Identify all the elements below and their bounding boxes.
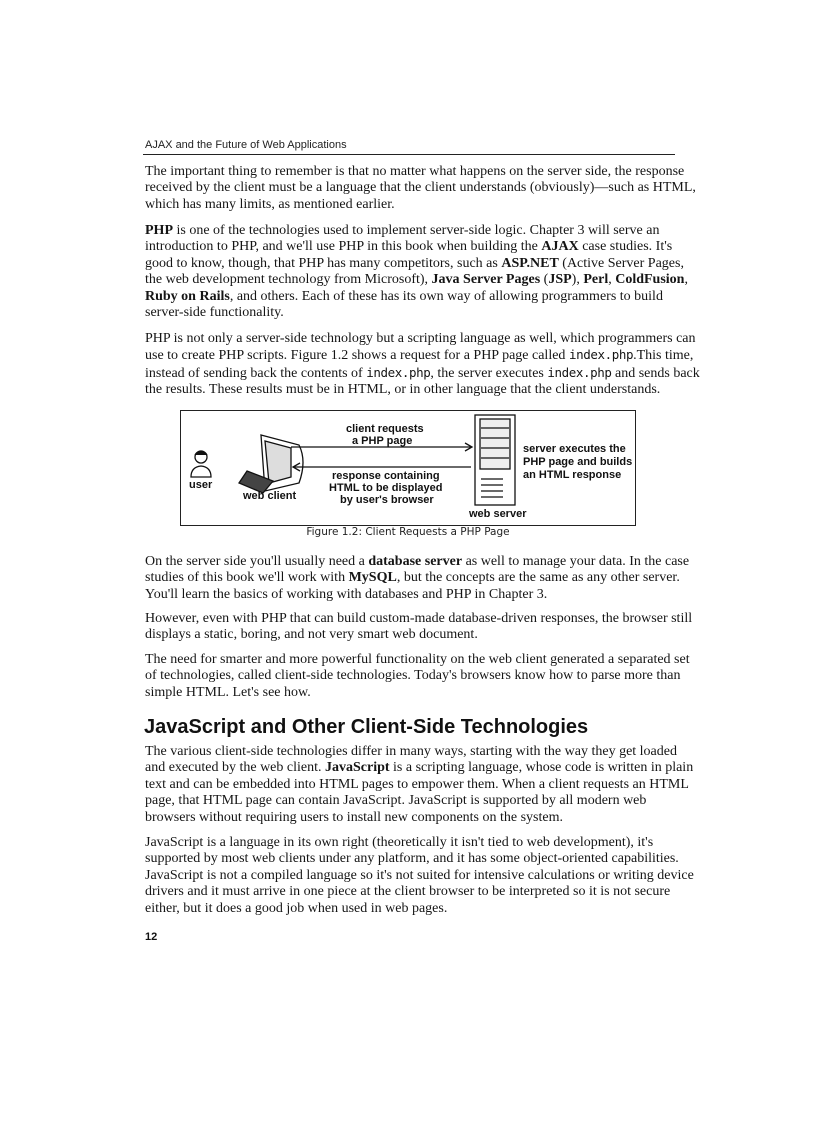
text-line [145,611,693,627]
section-heading: JavaScript and Other Client-Side Technologies [144,716,589,738]
user-label: user [189,479,213,491]
text-line [145,272,688,288]
paragraph [145,164,696,213]
text-line [145,364,700,382]
text-line [145,810,685,826]
client-label: web client [243,490,297,502]
figure-caption: Figure 1.2: Client Requests a PHP Page [306,526,510,538]
text-line [145,835,685,851]
computer-icon [239,435,303,493]
text-run: , but the concepts are the same as any other server. [396,570,680,586]
text-run: the web development technology from Microsoft), [145,272,432,288]
request-label-line2: a PHP page [352,435,413,447]
text-run: studies of this book we'll work with [145,570,349,586]
paragraph [145,223,688,321]
text-run: use to create PHP scripts. Figure 1.2 shows a request for a PHP page called [145,348,569,364]
text-run: The important thing to remember is that no matter what happens on the server side, the response [145,164,685,179]
text-run: drivers and it must arrive in one piece at the client browser to be interpreted so it is not secure [145,884,671,900]
text-run: ), [571,272,584,288]
server-icon [475,415,515,505]
text-line [145,851,685,867]
text-run: displays a static, boring, and not very smart web document. [145,627,478,643]
bold-term: database server [368,554,463,569]
response-label-line1: response containing [332,470,440,482]
text-run: On the server side you'll usually need a [145,554,369,569]
text-line [145,793,685,809]
text-run: either, but it does a good job when used in web pages. [145,900,448,916]
text-run: , the server executes [430,365,548,381]
code-term: index.php [568,347,634,363]
text-line [145,347,694,364]
text-run: browsers without requiring users to install new components on the system. [145,809,563,825]
bold-term: ASP.NET [501,255,559,271]
text-line [145,223,685,239]
bold-term: JavaScript [324,760,390,776]
text-line [145,289,685,305]
server-action-line2: PHP page and builds [523,456,633,468]
server-action-line3: an HTML response [523,469,622,481]
code-term: index.php [547,364,612,380]
text-run: is one of the technologies used to implement server-side logic. Chapter 3 will serve an [173,223,660,238]
text-run: case studies. It's [578,239,673,255]
text-run: page, that HTML page can contain JavaScript. JavaScript is supported by all modern web [145,793,647,809]
text-run: the results. These results must be in HTML, or in other language that the client understands. [145,382,661,398]
text-run: introduction to PHP, and we'll use PHP in this book when building the [145,239,542,255]
text-line [145,744,685,760]
code-term: index.php [366,364,431,380]
text-run: and executed by the web client. [145,760,325,776]
text-run: which has many limits, as mentioned earlier. [145,196,395,212]
text-run: of technologies, called client-side technologies. Today's browsers know how to parse more than [145,668,681,684]
text-run: received by the client must be a language that the client understands (obviously)—such as HTML, [145,180,696,196]
text-line [145,554,690,570]
text-run: The need for smarter and more powerful functionality on the web client generated a separated set [145,652,690,667]
text-line [145,668,685,684]
text-run: instead of sending back the contents of [145,365,367,381]
bold-term: Java Server Pages [431,272,541,288]
text-run: You'll learn the basics of working with databases and PHP in Chapter 3. [145,586,548,602]
bold-term: PHP [145,223,173,238]
text-run: PHP is not only a server-side technology but a scripting language as well, which programmers can [145,331,696,346]
page-number: 12 [145,931,158,943]
text-line [145,901,685,917]
text-run: good to know, though, that PHP has many competitors, such as [145,255,502,271]
text-run: (Active Server Pages, [558,255,684,271]
text-line [145,164,685,180]
text-line [145,239,685,255]
text-line [145,884,685,900]
text-run: However, even with PHP that can build custom-made database-driven responses, the browser still [145,611,693,626]
paragraph [145,554,690,603]
text-run: is a scripting language, whose code is written in plain [389,760,694,776]
text-line [145,867,694,884]
text-line [145,331,696,347]
bold-term: MySQL [348,570,397,586]
text-line [145,685,685,701]
text-line [145,570,685,586]
header-rule [143,154,675,155]
bold-term: Perl [583,272,609,288]
figure-diagram [180,410,636,526]
text-line [145,305,685,321]
paragraph [145,744,694,826]
response-label-line2: HTML to be displayed [329,482,443,494]
text-run: text and can be embedded into HTML pages to empower them. When a client requests an HTML [145,776,689,792]
text-line [145,760,694,776]
text-line [145,180,696,196]
text-line [145,627,685,643]
text-line [145,652,690,668]
text-run: , [608,272,616,288]
paragraph [145,331,700,399]
text-run: JavaScript is a language in its own right (theoretically it isn't tied to web development), it's [145,835,654,850]
text-run: server-side functionality. [145,305,284,321]
request-label-line1: client requests [346,423,424,435]
server-label: web server [469,508,527,520]
text-run: JavaScript is not a compiled language so it's not suited for intensive calculations or writing device [145,867,694,883]
text-run: , and others. Each of these has its own way of allowing programmers to build [229,288,663,304]
user-icon [191,451,211,477]
paragraph [145,835,694,917]
bold-term: ColdFusion [615,272,685,288]
text-run: and sends back [611,365,700,381]
text-run: ( [540,272,549,288]
text-line [145,382,685,398]
running-header: AJAX and the Future of Web Applications [145,139,347,151]
text-run: The various client-side technologies differ in many ways, starting with the way they get loaded [145,744,677,759]
text-line [145,197,685,213]
text-line [145,256,685,272]
server-action-line1: server executes the [523,443,626,455]
paragraph [145,652,690,701]
text-run: simple HTML. Let's see how. [145,684,311,700]
text-run: , [684,272,688,288]
bold-term: AJAX [541,239,579,255]
response-label-line3: by user's browser [340,494,434,506]
text-line [145,587,685,603]
paragraph [145,611,693,644]
bold-term: JSP [548,272,572,288]
text-run: .This time, [633,348,694,364]
bold-term: Ruby on Rails [145,288,230,304]
text-run: supported by most web clients under any platform, and it has some object-oriented capabilities. [145,851,679,867]
text-run: as well to manage your data. In the case [462,554,690,569]
text-line [145,776,689,793]
